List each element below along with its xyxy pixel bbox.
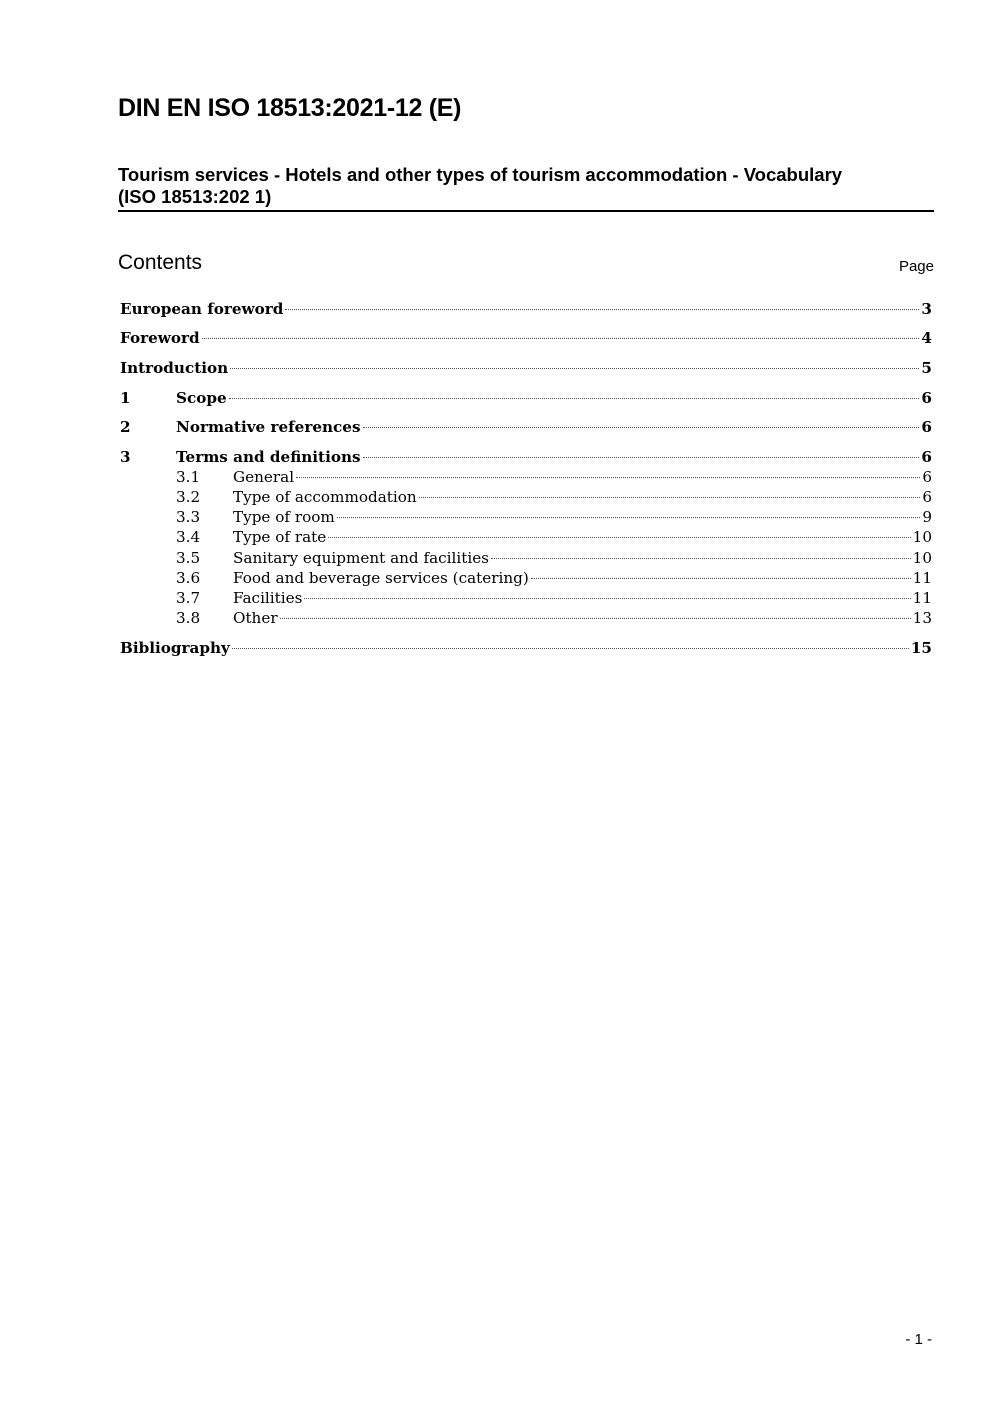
toc-entry-label: General (233, 468, 295, 486)
toc-leader (304, 597, 910, 599)
toc-subentry-type-of-accommodation[interactable] (176, 487, 932, 507)
toc-entry-page: 10 (912, 528, 932, 546)
toc-entry-page: 6 (921, 389, 932, 407)
toc-subentry-sanitary-equipment[interactable] (176, 548, 932, 568)
toc-entry-scope[interactable] (120, 388, 932, 408)
toc-entry-number: 3.4 (176, 528, 201, 546)
toc-entry-page: 6 (922, 468, 932, 486)
toc-leader (202, 337, 920, 339)
document-id: DIN EN ISO 18513:2021-12 (E) (118, 94, 462, 122)
toc-entry-page: 6 (921, 418, 932, 436)
toc-entry-label: Type of rate (233, 528, 327, 546)
toc-leader (229, 397, 920, 399)
toc-entry-page: 4 (921, 329, 932, 347)
toc-entry-page: 11 (912, 569, 932, 587)
toc-subentry-food-and-beverage[interactable] (176, 568, 932, 588)
toc-leader (363, 426, 920, 428)
toc-leader (280, 617, 911, 619)
toc-leader (337, 516, 921, 518)
toc-entry-label: Terms and definitions (176, 448, 361, 466)
toc-entry-page: 6 (922, 488, 932, 506)
document-title (118, 164, 934, 212)
toc-entry-foreword[interactable] (120, 328, 932, 348)
toc-entry-number: 2 (120, 418, 131, 436)
toc-leader (230, 367, 919, 369)
toc-entry-page: 11 (912, 589, 932, 607)
toc-entry-european-foreword[interactable] (120, 299, 932, 319)
toc-entry-label: Scope (176, 389, 227, 407)
toc-leader (328, 536, 910, 538)
toc-entry-label: Introduction (120, 359, 229, 377)
toc-entry-label: Facilities (233, 589, 303, 607)
toc-entry-number: 3.1 (176, 468, 201, 486)
toc-entry-label: Sanitary equipment and facilities (233, 549, 489, 567)
toc-entry-number: 3.6 (176, 569, 201, 587)
toc-entry-normative-references[interactable] (120, 417, 932, 437)
contents-heading: Contents (118, 251, 203, 274)
toc-leader (531, 577, 911, 579)
toc-leader (296, 476, 920, 478)
page-column-label: Page (898, 258, 934, 275)
toc-subentry-facilities[interactable] (176, 588, 932, 608)
toc-entry-number: 3.7 (176, 589, 201, 607)
toc-entry-number: 3.2 (176, 488, 201, 506)
toc-leader (232, 647, 909, 649)
footer-page-number: - 1 - (905, 1331, 932, 1348)
toc-entry-label: Foreword (120, 329, 200, 347)
toc-leader (285, 308, 919, 310)
document-title-line-2: (ISO 18513:202 1) (118, 186, 272, 207)
toc-entry-page: 5 (921, 359, 932, 377)
toc-entry-terms-and-definitions[interactable] (120, 447, 932, 467)
toc-entry-introduction[interactable] (120, 358, 932, 378)
toc-entry-page: 9 (922, 508, 932, 526)
toc-leader (491, 557, 911, 559)
toc-entry-page: 6 (921, 448, 932, 466)
document-title-line-1: Tourism services - Hotels and other types of tourism accommodation - Vocabulary (118, 164, 843, 185)
toc-subentry-type-of-rate[interactable] (176, 527, 932, 547)
toc-leader (419, 496, 921, 498)
toc-subentry-type-of-room[interactable] (176, 507, 932, 527)
toc-entry-label: European foreword (120, 300, 284, 318)
toc-entry-number: 1 (120, 389, 131, 407)
toc-entry-bibliography[interactable] (120, 638, 932, 658)
toc-entry-label: Food and beverage services (catering) (233, 569, 529, 587)
toc-entry-number: 3.5 (176, 549, 201, 567)
toc-entry-label: Other (233, 609, 278, 627)
toc-entry-page: 13 (912, 609, 932, 627)
toc-entry-label: Type of room (233, 508, 335, 526)
toc-entry-label: Type of accommodation (233, 488, 417, 506)
toc-entry-number: 3.8 (176, 609, 201, 627)
toc-entry-page: 15 (910, 639, 932, 657)
toc-entry-label: Normative references (176, 418, 361, 436)
toc-leader (363, 456, 920, 458)
toc-entry-page: 10 (912, 549, 932, 567)
toc-entry-label: Bibliography (120, 639, 230, 657)
toc-subentry-general[interactable] (176, 467, 932, 487)
toc-entry-number: 3.3 (176, 508, 201, 526)
toc-entry-page: 3 (921, 300, 932, 318)
toc-entry-number: 3 (120, 448, 131, 466)
toc-subentry-other[interactable] (176, 608, 932, 628)
